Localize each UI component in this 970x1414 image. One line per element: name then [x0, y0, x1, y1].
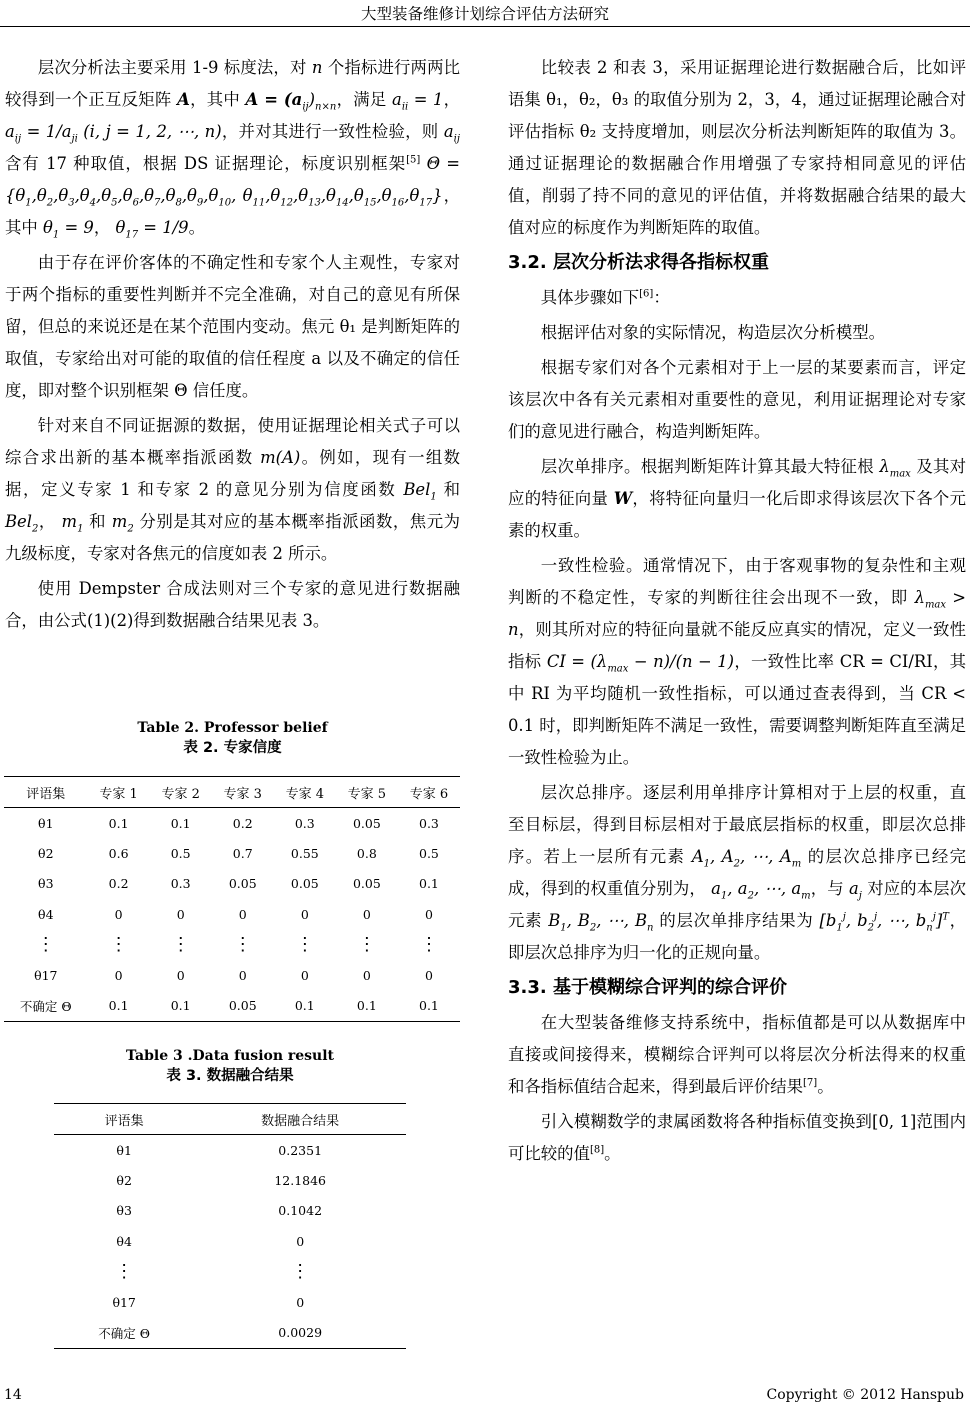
table-cell: 0	[114, 906, 123, 922]
table-cell: 0.1	[336, 990, 398, 1021]
left-column	[5, 52, 460, 640]
table-cell: θ4	[38, 906, 54, 922]
table-cell: θ1	[116, 1142, 132, 1158]
table-row	[4, 838, 460, 868]
table-cell: 0	[176, 906, 185, 922]
table-cell: ⋮	[419, 933, 438, 955]
table-cell: 0	[296, 1233, 305, 1249]
right-paragraph-2: 具体步骤如下[6]：	[540, 288, 670, 307]
table-cell: θ17	[34, 967, 58, 983]
table2-caption	[5, 718, 460, 758]
right-paragraph-7: 层次总排序。逐层利用单排序计算相对于上层的权重，直至目标层，得到目标层相对于最底层指标的权重，即层次总排序。若上一层所有元素 $A_1$, $A_2$, ⋯, $A_m$ 的层次总排序已经完成，得到的权重值分别为， $a_1$, $a_2$, ⋯, $a_m$，与 $a_j$ 对应的本层次元素 $B_1$, $B_2$, ⋯, $B_n$ 的层次单排序结果为 [$b_1^j$, $b_2^j$, ⋯, $b_n^j]^T$，即层次总排序为归一化的正规向量。	[508, 783, 967, 962]
table-cell: 0	[362, 906, 371, 922]
copyright: Copyright © 2012 Hanspub	[766, 1387, 964, 1403]
table-cell: ⋮	[291, 1260, 310, 1282]
table2	[4, 776, 460, 1022]
table3	[54, 1103, 406, 1349]
table-cell: 0.8	[356, 846, 377, 862]
table-row	[54, 1196, 406, 1226]
table-row	[4, 960, 460, 990]
table3-caption-cn: 表 3. 数据融合结果	[166, 1068, 294, 1084]
right-paragraph-9: 引入模糊数学的隶属函数将各种指标值变换到[0, 1]范围内可比较的值[8]。	[508, 1112, 966, 1163]
table-cell: 12.1846	[274, 1173, 327, 1189]
table-cell: 0	[424, 967, 433, 983]
table-cell: 0	[362, 967, 371, 983]
table-cell: 0.55	[290, 846, 319, 862]
table-row	[54, 1226, 406, 1256]
table-row	[4, 808, 460, 839]
left-paragraph-3: 针对来自不同证据源的数据，使用证据理论相关式子可以综合求出新的基本概率指派函数 m(A)。例如，现有一组数据，定义专家 1 和专家 2 的意见分别为信度函数 Bel$_1$ 和 Bel$_2$， $m_1$ 和 $m_2$ 分别是其对应的基本概率指派函数，焦元为九级标度，专家对各焦元的信度如表 2 所示。	[5, 416, 461, 563]
table-cell: 不确定 Θ	[4, 990, 88, 1021]
right-paragraph-1: 比较表 2 和表 3，采用证据理论进行数据融合后，比如评语集 θ₁，θ₂，θ₃ 的取值分别为 2，3，4，通过证据理论融合对评估指标 θ₂ 支持度增加，则层次分析法判断矩阵的取值为 3。通过证据理论的数据融合作用增强了专家持相同意见的评估值，削弱了持不同的意见的评估值，并将数据融合结果的最大值对应的标度作为判断矩阵的取值。	[508, 58, 966, 237]
table-cell: 不确定 Θ	[54, 1317, 194, 1348]
table2-header: 专家 6	[398, 777, 460, 808]
table-cell: ⋮	[36, 933, 55, 955]
header-rule	[0, 26, 970, 27]
table-cell: ⋮	[233, 933, 252, 955]
table-cell: 0.1	[150, 990, 212, 1021]
table2-header: 专家 4	[274, 777, 336, 808]
table-cell: 0	[424, 906, 433, 922]
table-cell: θ4	[116, 1233, 132, 1249]
table-cell: 0.5	[419, 846, 439, 862]
table-row	[4, 990, 460, 1021]
table-cell: ⋮	[115, 1260, 134, 1282]
table3-header: 数据融合结果	[194, 1104, 406, 1135]
table-cell: 0.6	[108, 846, 129, 862]
left-paragraph-4: 使用 Dempster 合成法则对三个专家的意见进行数据融合，由公式(1)(2)得到数据融合结果见表 3。	[5, 579, 460, 630]
table-cell: ⋮	[109, 933, 128, 955]
table-cell: θ2	[38, 846, 54, 862]
table3-header: 评语集	[54, 1104, 194, 1135]
left-paragraph-2: 由于存在评价客体的不确定性和专家个人主观性，专家对于两个指标的重要性判断并不完全准确，对自己的意见有所保留，但总的来说还是在某个范围内变动。焦元 θ₁ 是判断矩阵的取值，专家给出对可能的取值的信任程度 a 以及不确定的信任度，即对整个识别框架 Θ 信任度。	[5, 253, 460, 400]
table-cell: ⋮	[171, 933, 190, 955]
table-cell: 0	[238, 967, 247, 983]
table-cell: θ1	[38, 815, 54, 831]
page-number: 14	[4, 1387, 22, 1403]
table-cell: θ3	[38, 876, 54, 892]
right-paragraph-5: 层次单排序。根据判断矩阵计算其最大特征根 $\lambda_{max}$ 及其对应的特征向量 W，将特征向量归一化后即求得该层次下各个元素的权重。	[508, 457, 967, 540]
section-heading-3-3: 3.3. 基于模糊综合评判的综合评价	[508, 977, 787, 998]
right-paragraph-8: 在大型装备维修支持系统中，指标值都是可以从数据库中直接或间接得来，模糊综合评判可以将层次分析法得来的权重和各指标值结合起来，得到最后评价结果[7]。	[508, 1013, 966, 1096]
table-cell: 0.5	[170, 846, 191, 862]
table-row	[54, 1317, 406, 1348]
table-cell: 0.1	[108, 815, 129, 831]
table-cell: 0.7	[232, 846, 253, 862]
table-cell: ⋮	[357, 933, 376, 955]
table2-header: 专家 1	[88, 777, 150, 808]
table-cell: 0.1	[274, 990, 336, 1021]
table-cell: 0.1	[170, 815, 191, 831]
table-cell: ⋮	[295, 933, 314, 955]
table3-caption-en: Table 3 .Data fusion result	[125, 1048, 335, 1064]
table-cell: 0.1	[398, 990, 460, 1021]
table-cell: θ17	[112, 1294, 136, 1310]
table-cell: 0	[300, 967, 309, 983]
right-paragraph-3: 根据评估对象的实际情况，构造层次分析模型。	[540, 323, 885, 342]
table-row	[54, 1165, 406, 1195]
table2-header-row	[4, 777, 460, 808]
table2-caption-en: Table 2. Professor belief	[137, 720, 328, 736]
table3-header-row	[54, 1104, 406, 1135]
table2-header: 专家 2	[150, 777, 212, 808]
table-row	[4, 930, 460, 960]
table-cell: 0.2	[108, 876, 129, 892]
table-cell: 0.1042	[278, 1203, 323, 1219]
table-cell: 0.2351	[278, 1142, 323, 1158]
table2-caption-cn: 表 2. 专家信度	[183, 740, 282, 756]
table-cell: 0	[300, 906, 309, 922]
table-cell: 0.3	[419, 815, 439, 831]
table-cell: 0.2	[232, 815, 253, 831]
table-cell: 0.05	[290, 876, 319, 892]
table2-header: 评语集	[4, 777, 88, 808]
table-cell: 0.1	[419, 876, 439, 892]
table-cell: 0.3	[294, 815, 315, 831]
table-cell: 0.05	[352, 815, 381, 831]
table-cell: 0.05	[212, 990, 274, 1021]
table-cell: 0.05	[352, 876, 381, 892]
table-row	[4, 869, 460, 899]
table-row	[54, 1287, 406, 1317]
table3-caption	[54, 1046, 406, 1086]
table2-header: 专家 3	[212, 777, 274, 808]
table-cell: θ3	[116, 1203, 132, 1219]
right-column	[508, 52, 966, 1173]
table-row	[54, 1257, 406, 1287]
right-paragraph-4: 根据专家们对各个元素相对于上一层的某要素而言，评定该层次中各有关元素相对重要性的意见，利用证据理论对专家们的意见进行融合，构造判断矩阵。	[508, 358, 966, 441]
running-header: 大型装备维修计划综合评估方法研究	[360, 5, 609, 23]
table-cell: 0	[296, 1294, 305, 1310]
table-cell: 0	[238, 906, 247, 922]
table-cell: 0.1	[88, 990, 150, 1021]
table-cell: 0.3	[170, 876, 191, 892]
table-row	[4, 899, 460, 929]
table-cell: 0	[114, 967, 123, 983]
left-paragraph-1: 层次分析法主要采用 1-9 标度法，对 n 个指标进行两两比较得到一个正互反矩阵 A，其中 $A = (a_{ij})_{n\times n}$，满足 $a_{ii} = 1$， $a_{ij} = 1/a_{ji}$ (i, j = 1, 2, ⋯, n)，并对其进行一致性检验，则 $a_{ij}$ 含有 17 种取值，根据 DS 证据理论，标度识别框架[5] $\Theta = \{\theta_1,\theta_2,\theta_3,\theta_4,\theta_5,\theta_6,\theta_7,\theta_8,\theta_9,\theta_{10}$, $\theta_{11},\theta_{12},\theta_{13},\theta_{14},\theta_{15},\theta_{16},\theta_{17}$}，其中 $\theta_1 = 9$， $\theta_{17} = 1/9$。	[5, 58, 461, 241]
table-cell: θ2	[116, 1173, 132, 1189]
table2-header: 专家 5	[336, 777, 398, 808]
table-cell: 0	[176, 967, 185, 983]
table-cell: 0.0029	[194, 1317, 406, 1348]
table-cell: 0.05	[228, 876, 257, 892]
section-heading-3-2: 3.2. 层次分析法求得各指标权重	[508, 252, 769, 273]
table-row	[54, 1135, 406, 1166]
right-paragraph-6: 一致性检验。通常情况下，由于客观事物的复杂性和主观判断的不稳定性，专家的判断往往会出现不一致，即 $\lambda_{max} > n$，则其所对应的特征向量就不能反应真实的情况，定义一致性指标 CI = $(\lambda_{max} - n)/(n - 1)$，一致性比率 CR = CI/RI，其中 RI 为平均随机一致性指标，可以通过查表得到，当 CR < 0.1 时，即判断矩阵不满足一致性，需要调整判断矩阵直至满足一致性检验为止。	[508, 556, 967, 767]
